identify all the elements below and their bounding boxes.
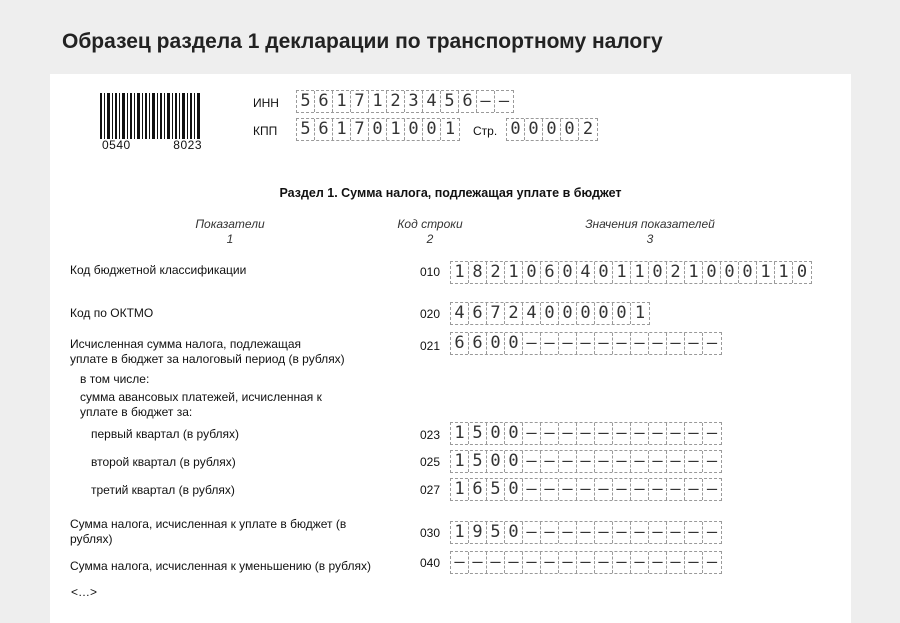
inn-field: [296, 90, 514, 113]
form-cell: 7: [351, 91, 369, 112]
declaration-sheet: [50, 74, 851, 623]
barcode-digits-right: 8023: [173, 138, 202, 152]
form-cell: –: [577, 333, 595, 354]
column-header-line-code: [370, 217, 490, 247]
form-cell: 2: [582, 119, 594, 139]
form-cell: –: [541, 479, 559, 500]
inn-label: ИНН: [253, 96, 279, 110]
form-cell: 0: [595, 303, 613, 324]
form-cell: 0: [577, 303, 595, 324]
form-cell: 0: [559, 303, 577, 324]
form-cell: –: [685, 423, 703, 444]
form-cell: 0: [505, 479, 523, 500]
kpp-field: [296, 118, 460, 141]
form-cell: 1: [505, 262, 523, 283]
form-cell: 6: [541, 262, 559, 283]
form-cell: 7: [487, 303, 505, 324]
form-cell: 0: [487, 333, 505, 354]
form-cell: 5: [469, 423, 487, 444]
q3-code: 027: [420, 483, 441, 497]
form-cell: –: [487, 552, 505, 573]
form-cell: 2: [387, 91, 405, 112]
form-cell: –: [649, 451, 667, 472]
form-cell: 0: [739, 262, 757, 283]
form-cell: –: [559, 451, 577, 472]
kbk-code: 010: [420, 265, 441, 279]
form-cell: 1: [631, 262, 649, 283]
kbk-field: [450, 261, 812, 284]
form-cell: –: [685, 522, 703, 543]
form-cell: –: [595, 451, 613, 472]
form-cell: –: [667, 522, 685, 543]
form-cell: –: [649, 479, 667, 500]
form-cell: 6: [469, 479, 487, 500]
column-header-name: Показатели: [195, 217, 265, 231]
form-cell: –: [706, 423, 718, 443]
form-cell: –: [595, 423, 613, 444]
form-cell: –: [631, 552, 649, 573]
q2-code: 025: [420, 455, 441, 469]
form-cell: 0: [505, 451, 523, 472]
barcode-digits-left: 0540: [102, 138, 131, 152]
form-cell: –: [685, 552, 703, 573]
tax-reduction-label: Сумма налога, исчисленная к уменьшению (в рублях): [70, 559, 371, 573]
form-cell: –: [577, 451, 595, 472]
label-line: уплате в бюджет за налоговый период (в рублях): [70, 352, 345, 366]
form-cell: –: [523, 522, 541, 543]
total-tax-field: [450, 332, 722, 355]
form-cell: –: [559, 552, 577, 573]
form-cell: 0: [405, 119, 423, 140]
form-cell: –: [523, 552, 541, 573]
form-cell: 1: [613, 262, 631, 283]
form-cell: –: [667, 479, 685, 500]
form-cell: 5: [487, 479, 505, 500]
tax-reduction-field: [450, 551, 722, 574]
section-title: Раздел 1. Сумма налога, подлежащая уплате в бюджет: [279, 186, 622, 200]
form-cell: 2: [667, 262, 685, 283]
q1-code: 023: [420, 428, 441, 442]
form-cell: 0: [369, 119, 387, 140]
tax-payable-label: [70, 517, 346, 547]
form-cell: –: [685, 333, 703, 354]
form-cell: 0: [487, 451, 505, 472]
q1-label: первый квартал (в рублях): [91, 427, 240, 441]
form-cell: –: [667, 451, 685, 472]
form-cell: 1: [775, 262, 793, 283]
form-cell: 0: [796, 262, 808, 282]
form-cell: 1: [634, 303, 646, 323]
form-cell: –: [451, 552, 469, 573]
form-cell: 5: [297, 91, 315, 112]
form-cell: –: [649, 522, 667, 543]
label-line: Сумма налога, исчисленная к уплате в бюджет (в: [70, 517, 347, 531]
form-cell: 4: [423, 91, 441, 112]
form-cell: –: [631, 333, 649, 354]
form-cell: 0: [487, 423, 505, 444]
oktmo-label: Код по ОКТМО: [70, 306, 154, 320]
form-cell: –: [541, 333, 559, 354]
tax-reduction-code: 040: [420, 556, 441, 570]
form-cell: –: [541, 423, 559, 444]
form-cell: –: [477, 91, 495, 112]
form-cell: 6: [315, 91, 333, 112]
form-cell: –: [685, 451, 703, 472]
form-cell: –: [541, 451, 559, 472]
form-cell: 4: [451, 303, 469, 324]
form-cell: –: [577, 522, 595, 543]
form-cell: –: [595, 333, 613, 354]
form-cell: 5: [469, 451, 487, 472]
form-cell: 0: [703, 262, 721, 283]
form-cell: 6: [315, 119, 333, 140]
label-line: сумма авансовых платежей, исчисленная к: [80, 390, 322, 404]
form-cell: 4: [577, 262, 595, 283]
form-cell: –: [559, 423, 577, 444]
form-cell: 6: [469, 333, 487, 354]
form-cell: 0: [595, 262, 613, 283]
q2-field: [450, 450, 722, 473]
form-cell: –: [559, 333, 577, 354]
form-cell: 0: [423, 119, 441, 140]
form-cell: 1: [387, 119, 405, 140]
form-cell: 0: [523, 262, 541, 283]
form-cell: 0: [541, 303, 559, 324]
ellipsis: <…>: [71, 585, 98, 599]
form-cell: –: [595, 479, 613, 500]
barcode-number: [102, 138, 202, 152]
form-cell: –: [706, 479, 718, 499]
form-cell: 2: [487, 262, 505, 283]
form-cell: 0: [505, 333, 523, 354]
form-cell: –: [577, 552, 595, 573]
form-cell: –: [523, 451, 541, 472]
column-header-number: 3: [646, 232, 654, 246]
page-title: Образец раздела 1 декларации по транспортному налогу: [62, 30, 663, 53]
form-cell: 0: [525, 119, 543, 140]
form-cell: 1: [757, 262, 775, 283]
form-cell: –: [649, 333, 667, 354]
total-tax-code: 021: [420, 339, 441, 353]
form-cell: –: [613, 451, 631, 472]
form-cell: 0: [505, 522, 523, 543]
tax-payable-field: [450, 521, 722, 544]
form-cell: 1: [451, 262, 469, 283]
form-cell: –: [649, 552, 667, 573]
form-cell: 0: [649, 262, 667, 283]
form-cell: –: [706, 451, 718, 471]
form-cell: –: [706, 333, 718, 353]
form-cell: –: [541, 552, 559, 573]
advance-payments-label: [80, 390, 322, 420]
form-cell: 0: [559, 262, 577, 283]
column-header-number: 1: [226, 232, 234, 246]
label-line: рублях): [70, 532, 113, 546]
q2-label: второй квартал (в рублях): [91, 455, 236, 469]
form-cell: –: [667, 333, 685, 354]
oktmo-field: [450, 302, 650, 325]
form-cell: 0: [505, 423, 523, 444]
form-cell: 1: [451, 451, 469, 472]
column-header-indicators: [170, 217, 290, 247]
form-cell: –: [631, 423, 649, 444]
form-cell: 3: [405, 91, 423, 112]
form-cell: 5: [487, 522, 505, 543]
column-header-name: Значения показателей: [585, 217, 715, 231]
form-cell: 9: [469, 522, 487, 543]
form-cell: –: [613, 479, 631, 500]
label-line: Исчисленная сумма налога, подлежащая: [70, 337, 302, 351]
form-cell: –: [706, 552, 718, 572]
form-cell: 5: [441, 91, 459, 112]
form-cell: –: [559, 479, 577, 500]
form-cell: 1: [333, 91, 351, 112]
form-cell: 1: [451, 423, 469, 444]
label-line: уплате в бюджет за:: [80, 405, 193, 419]
form-cell: 4: [523, 303, 541, 324]
form-cell: –: [577, 479, 595, 500]
oktmo-code: 020: [420, 307, 441, 321]
form-cell: 0: [543, 119, 561, 140]
form-cell: 2: [505, 303, 523, 324]
form-cell: 1: [685, 262, 703, 283]
including-label: в том числе:: [80, 372, 150, 386]
form-cell: 5: [297, 119, 315, 140]
form-cell: 6: [459, 91, 477, 112]
form-cell: –: [631, 451, 649, 472]
form-cell: –: [667, 552, 685, 573]
barcode-icon: [100, 93, 200, 139]
form-cell: –: [631, 479, 649, 500]
page-number-field: [506, 118, 598, 141]
form-cell: –: [595, 552, 613, 573]
q3-field: [450, 478, 722, 501]
form-cell: 6: [451, 333, 469, 354]
form-cell: –: [685, 479, 703, 500]
form-cell: –: [559, 522, 577, 543]
form-cell: –: [667, 423, 685, 444]
column-header-name: Код строки: [397, 217, 463, 231]
form-cell: –: [706, 522, 718, 542]
q1-field: [450, 422, 722, 445]
form-cell: –: [541, 522, 559, 543]
form-cell: –: [577, 423, 595, 444]
form-cell: 7: [351, 119, 369, 140]
form-cell: 1: [333, 119, 351, 140]
column-header-number: 2: [426, 232, 434, 246]
kbk-label: Код бюджетной классификации: [70, 263, 247, 277]
column-header-values: [570, 217, 730, 247]
form-cell: –: [498, 91, 510, 111]
form-cell: –: [613, 552, 631, 573]
kpp-label: КПП: [253, 124, 278, 138]
form-cell: 1: [369, 91, 387, 112]
form-cell: –: [505, 552, 523, 573]
form-cell: –: [595, 522, 613, 543]
total-tax-label: [70, 337, 345, 367]
page-label: Стр.: [473, 124, 498, 138]
form-cell: 8: [469, 262, 487, 283]
form-cell: –: [631, 522, 649, 543]
form-cell: 6: [469, 303, 487, 324]
form-cell: 1: [451, 479, 469, 500]
form-cell: –: [469, 552, 487, 573]
form-cell: 1: [444, 119, 456, 139]
form-cell: –: [523, 423, 541, 444]
form-cell: –: [613, 423, 631, 444]
form-cell: –: [613, 333, 631, 354]
form-cell: 0: [507, 119, 525, 140]
tax-payable-code: 030: [420, 526, 441, 540]
form-cell: 1: [451, 522, 469, 543]
form-cell: 0: [561, 119, 579, 140]
form-cell: –: [613, 522, 631, 543]
form-cell: –: [649, 423, 667, 444]
form-cell: 0: [613, 303, 631, 324]
form-cell: 0: [721, 262, 739, 283]
form-cell: –: [523, 479, 541, 500]
q3-label: третий квартал (в рублях): [91, 483, 235, 497]
form-cell: –: [523, 333, 541, 354]
